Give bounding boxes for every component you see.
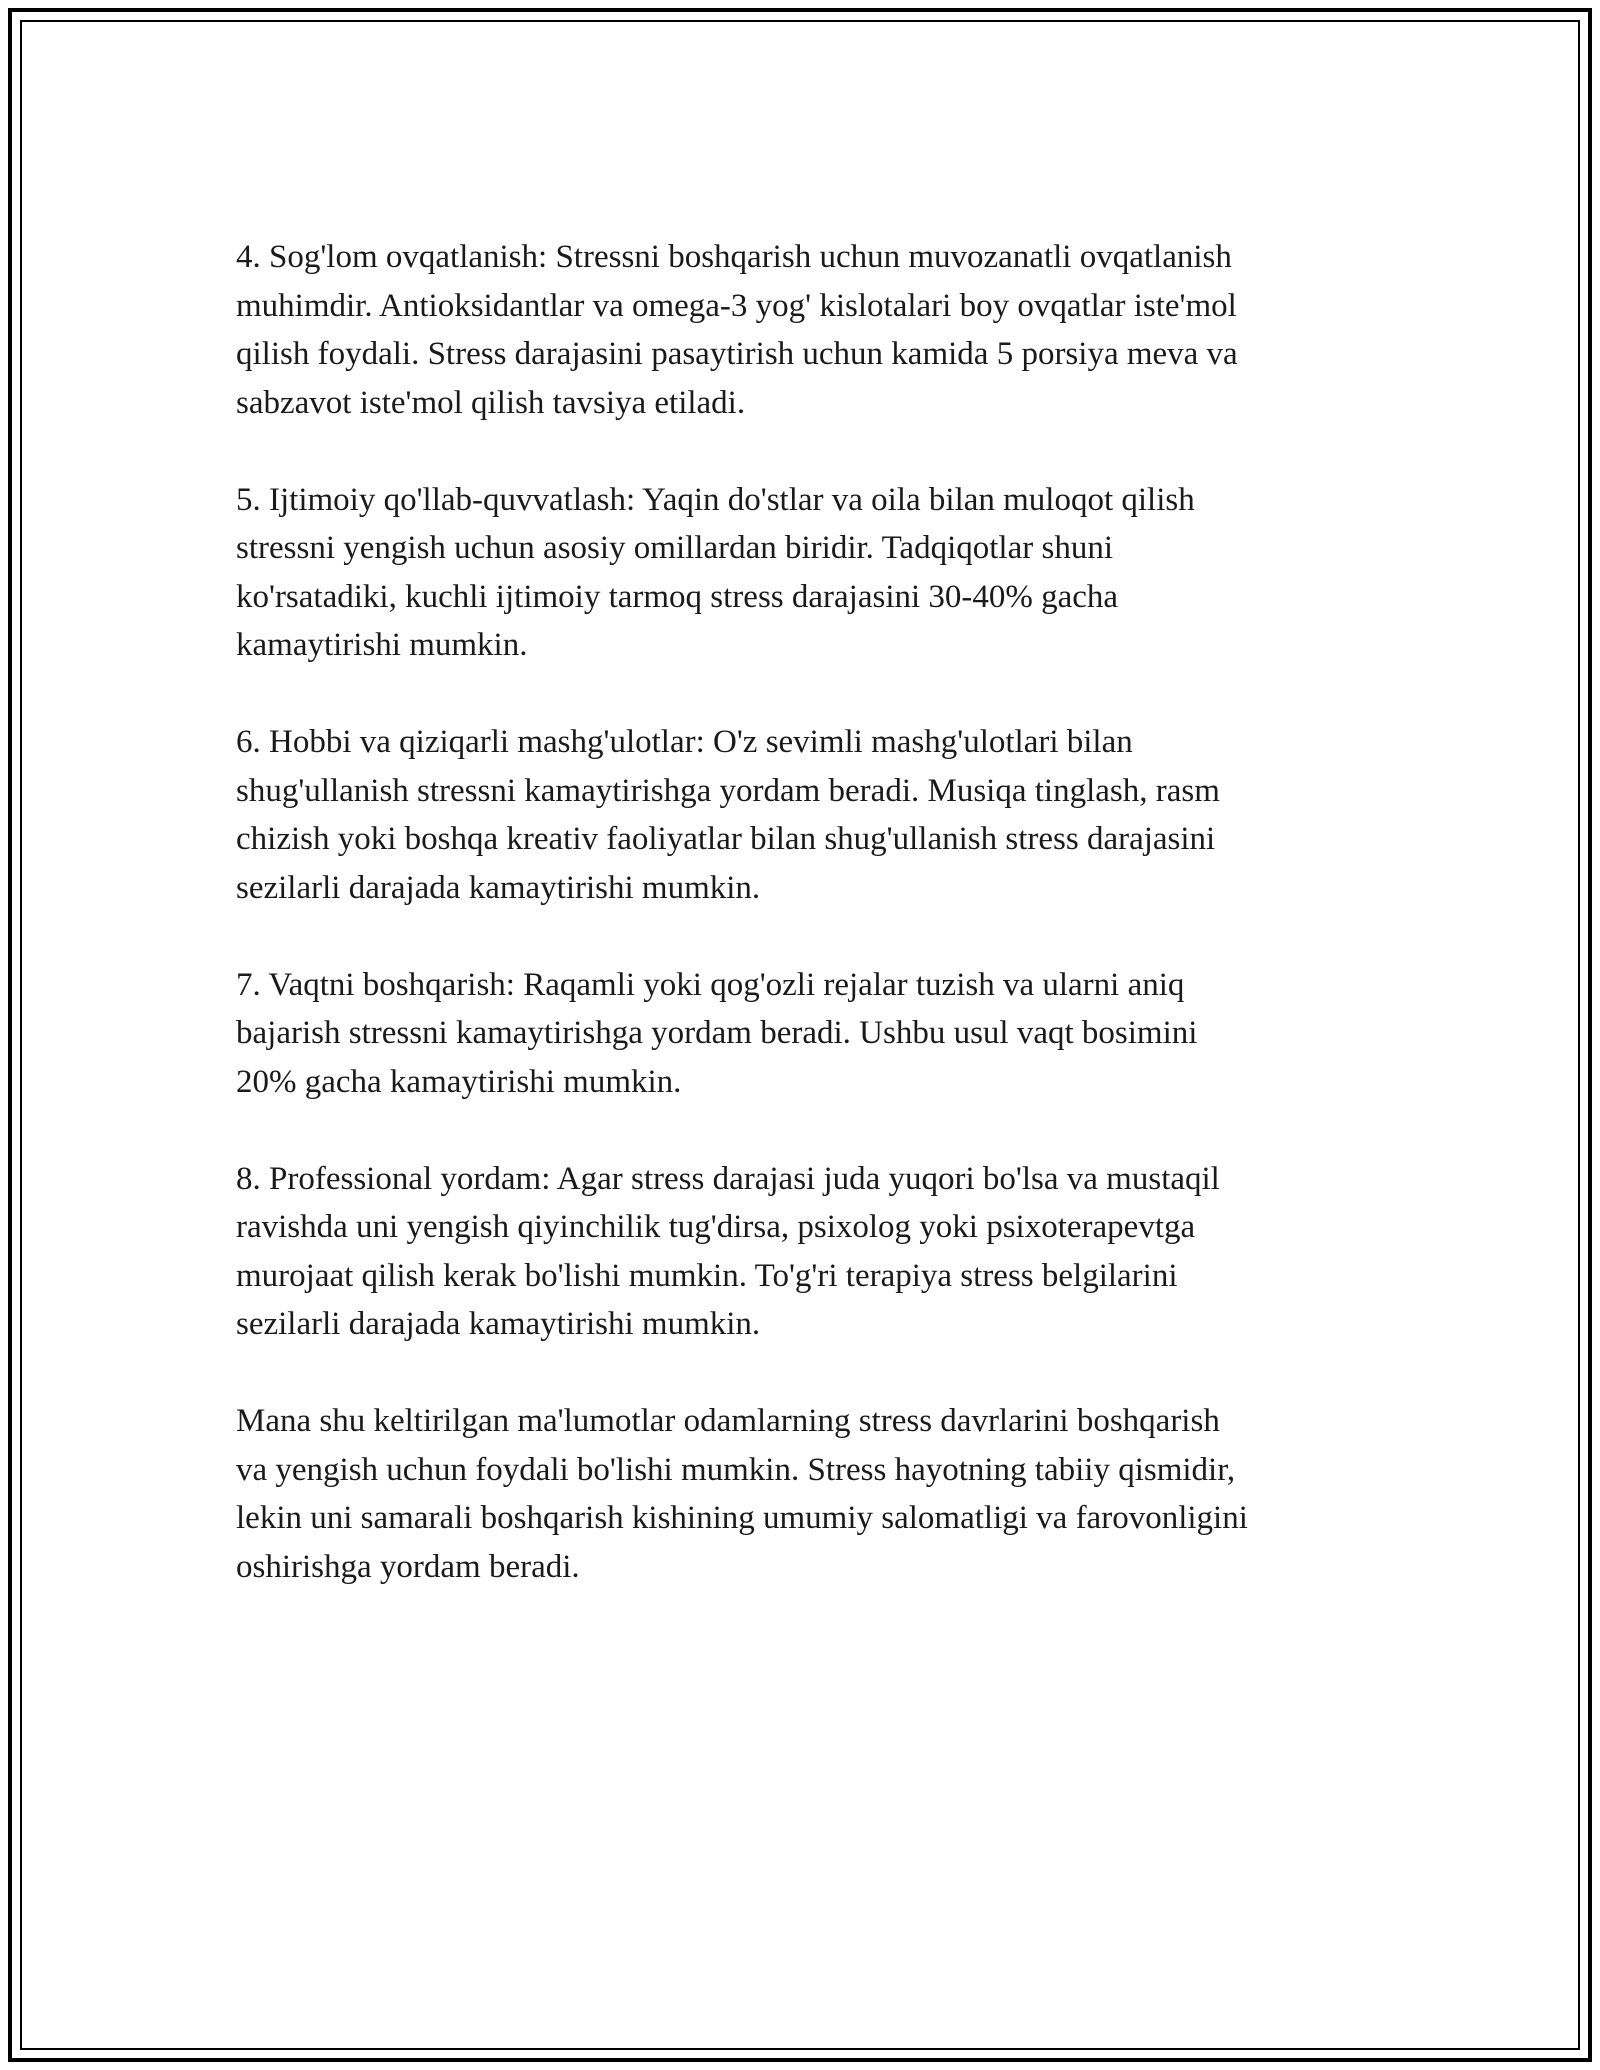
paragraph-social-support: 5. Ijtimoiy qo'llab-quvvatlash: Yaqin do'stlar va oila bilan muloqot qilish stressni yengish uchun asosiy omillardan biridir. Tadqiqotlar shuni ko'rsatadiki, kuchli ijtimoiy tarmoq stress darajasini 30-40% gacha kamaytirishi mumkin. — [236, 481, 1195, 663]
paragraph-healthy-eating: 4. Sog'lom ovqatlanish: Stressni boshqarish uchun muvozanatli ovqatlanish muhimdir. Antioksidantlar va omega-3 yog' kislotalari boy ovqatlar iste'mol qilish foydali. Stress darajasini pasaytirish uchun kamida 5 porsiya meva va sabzavot iste'mol qilish tavsiya etiladi. — [236, 239, 1238, 421]
document-body — [236, 233, 1376, 1640]
paragraph-professional-help: 8. Professional yordam: Agar stress darajasi juda yuqori bo'lsa va mustaqil ravishda uni yengish qiyinchilik tug'dirsa, psixolog yoki psixoterapevtga murojaat qilish kerak bo'lishi mumkin. To'g'ri terapiya stress belgilarini sezilarli darajada kamaytirishi mumkin. — [236, 1160, 1220, 1342]
paragraph-time-management: 7. Vaqtni boshqarish: Raqamli yoki qog'ozli rejalar tuzish va ularni aniq bajarish stressni kamaytirishga yordam beradi. Ushbu usul vaqt bosimini 20% gacha kamaytirishi mumkin. — [236, 966, 1198, 1100]
paragraph-conclusion: Mana shu keltirilgan ma'lumotlar odamlarning stress davrlarini boshqarish va yengish uchun foydali bo'lishi mumkin. Stress hayotning tabiiy qismidir, lekin uni samarali boshqarish kishining umumiy salomatligi va farovonligini oshirishga yordam beradi. — [236, 1403, 1248, 1585]
paragraph-hobbies: 6. Hobbi va qiziqarli mashg'ulotlar: O'z sevimli mashg'ulotlari bilan shug'ullanish stressni kamaytirishga yordam beradi. Musiqa tinglash, rasm chizish yoki boshqa kreativ faoliyatlar bilan shug'ullanish stress darajasini sezilarli darajada kamaytirishi mumkin. — [236, 724, 1220, 906]
